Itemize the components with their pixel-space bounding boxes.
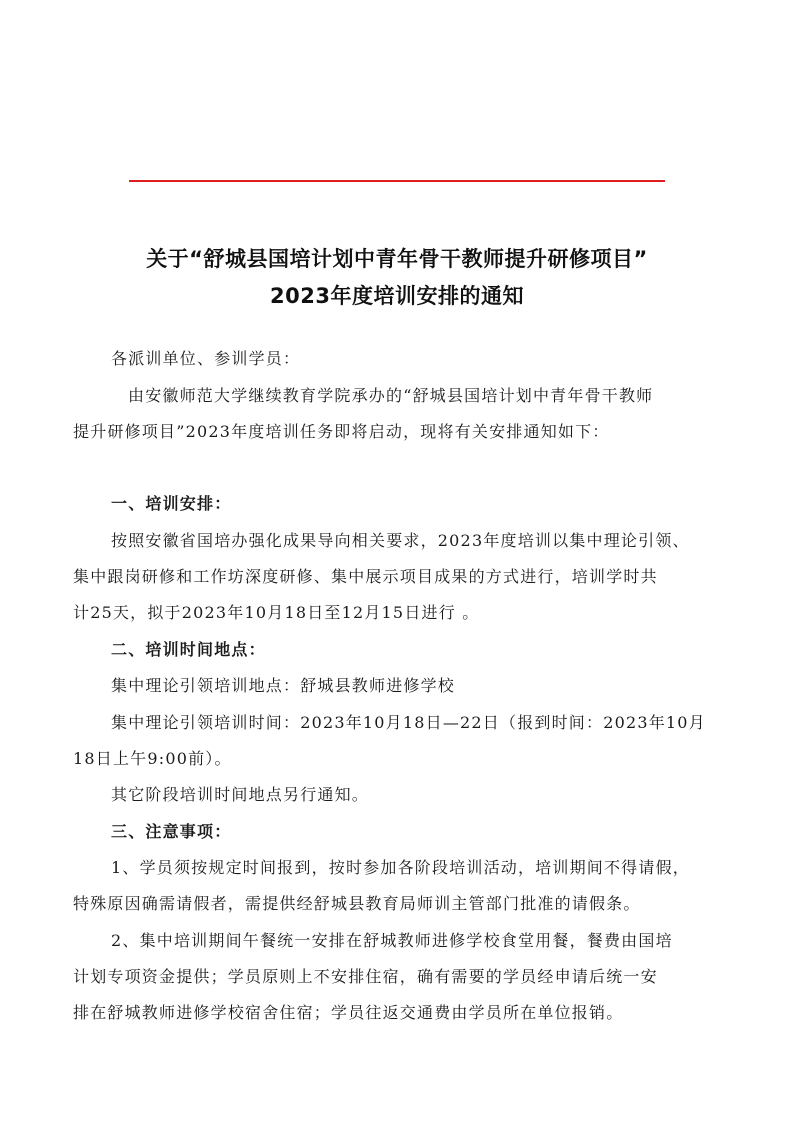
section1-line-2: 集中跟岗研修和工作坊深度研修、集中展示项目成果的方式进行，培训学时共: [73, 567, 658, 586]
note2-line-2: 计划专项资金提供；学员原则上不安排住宿，确有需要的学员经申请后统一安: [73, 967, 658, 986]
note1-line-1: 1、学员须按规定时间报到，按时参加各阶段培训活动，培训期间不得请假，: [111, 858, 690, 877]
section-heading-time-place: 二、培训时间地点：: [111, 640, 266, 659]
section2-line-2: 集中理论引领培训时间：2023年10月18日—22日（报到时间：2023年10月: [111, 713, 706, 732]
salutation: 各派训单位、参训学员：: [111, 349, 301, 368]
section1-line-1: 按照安徽省国培办强化成果导向相关要求，2023年度培训以集中理论引领、: [111, 531, 690, 550]
intro-line-2: 提升研修项目”2023年度培训任务即将启动，现将有关安排通知如下：: [73, 422, 610, 441]
section1-line-3: 计25天，拟于2023年10月18日至12月15日进行 。: [73, 603, 480, 622]
note2-line-1: 2、集中培训期间午餐统一安排在舒城教师进修学校食堂用餐，餐费由国培: [111, 931, 673, 950]
intro-line-1: 由安徽师范大学继续教育学院承办的“舒城县国培计划中青年骨干教师: [128, 386, 654, 405]
note1-line-2: 特殊原因确需请假者，需提供经舒城县教育局师训主管部门批准的请假条。: [73, 894, 641, 913]
section2-line-1: 集中理论引领培训地点：舒城县教师进修学校: [111, 676, 456, 695]
section-heading-notes: 三、注意事项：: [111, 822, 232, 841]
note2-line-3: 排在舒城教师进修学校宿舍住宿；学员往返交通费由学员所在单位报销。: [73, 1003, 624, 1022]
notice-title-line-1: 关于“舒城县国培计划中青年骨干教师提升研修项目”: [146, 247, 648, 271]
section2-line-4: 其它阶段培训时间地点另行通知。: [111, 785, 370, 804]
section-heading-arrangement: 一、培训安排：: [111, 494, 232, 513]
notice-title-line-2: 2023年度培训安排的通知: [270, 284, 524, 308]
section2-line-3: 18日上午9:00前）。: [73, 749, 232, 768]
red-header-rule: [129, 180, 665, 182]
